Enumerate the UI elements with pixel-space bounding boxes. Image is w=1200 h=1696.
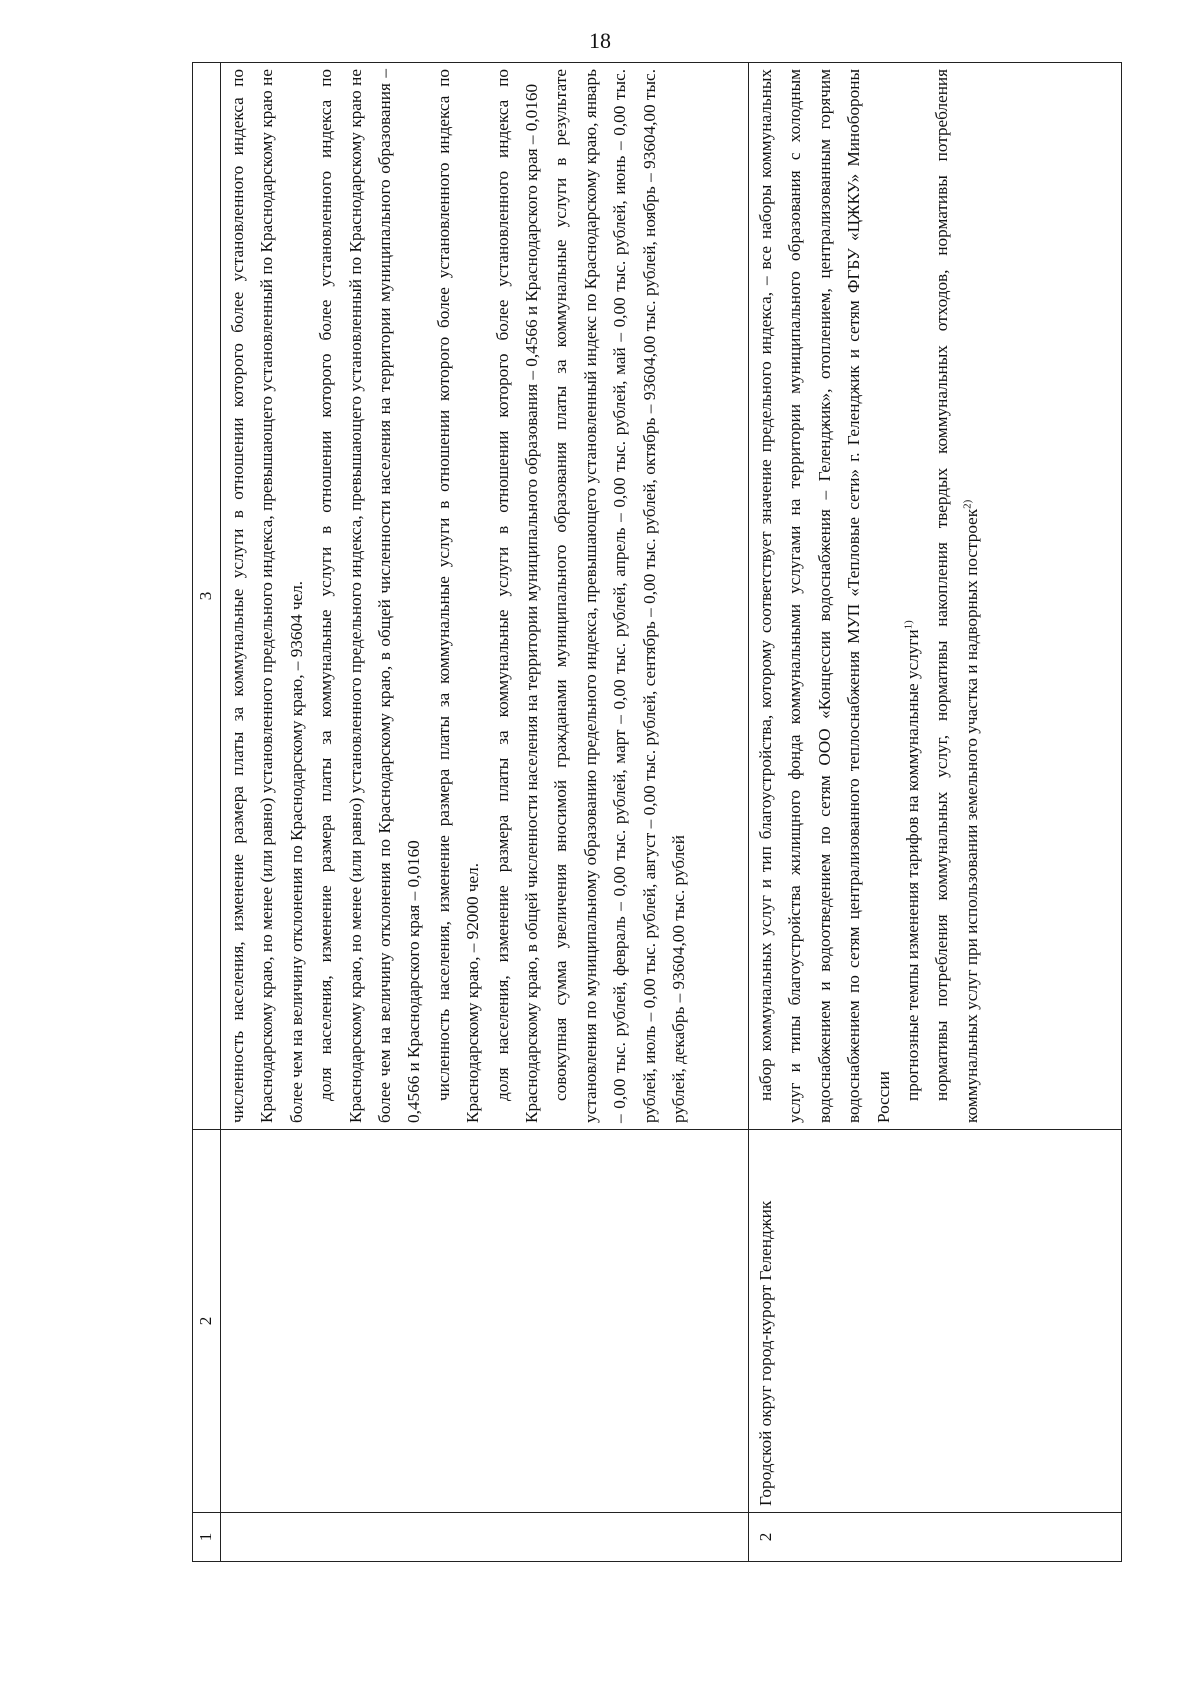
municipality-cell <box>221 1130 749 1513</box>
table-row <box>221 63 749 1562</box>
description-paragraph: численность населения, изменение размера платы за коммунальные услуги в отношении которого более установленного индекса по Краснодарскому краю, но менее (или равно) установленного предельного индекса, превышающего установленный по Краснодарскому краю не более чем на величину отклонения по Краснодарскому краю, – 93604 чел. <box>228 69 306 1123</box>
paragraph-text: нормативы потребления коммунальных услуг, нормативы накопления твердых коммунальных отходов, нормативы потребления коммунальных услуг при использовании земельного участка и надворных построек <box>932 69 981 1123</box>
page-number: 18 <box>589 28 611 53</box>
row-number-cell: 2 <box>749 1513 1122 1562</box>
description-cell <box>749 63 1122 1130</box>
description-paragraph: доля населения, изменение размера платы за коммунальные услуги в отношении которого более установленного индекса по Краснодарскому краю, но менее (или равно) установленного предельного индекса, превышающего установленный по Краснодарскому краю не более чем на величину отклонения по Краснодарскому краю, в общей численности населения на территории муниципального образования – 0,4566 и Краснодарского края – 0,0160 <box>316 69 424 1123</box>
column-header-1: 1 <box>193 1513 221 1562</box>
description-paragraph <box>751 69 898 1123</box>
column-header-2: 2 <box>193 1130 221 1513</box>
table-row <box>749 63 1122 1562</box>
paragraph-text: набор коммунальных услуг и тип благоустройства, которому соответствует значение предельного индекса, – все наборы коммунальных услуг и типы благоустройства жилищного фонда коммунальными услугами на территории муниципального образования с холодным водоснабжением и водоотведением по сетям ООО «Концессии водоснабжения – Геленджик», отоплением, централизованным горячим водоснабжением по сетям централизованного теплоснабжения МУП «Тепловые сети» г. Геленджик и сетям ФГБУ «ЦЖКУ» Минобороны России <box>756 69 893 1123</box>
description-paragraph: численность населения, изменение размера платы за коммунальные услуги в отношении которого более установленного индекса по Краснодарскому краю, – 92000 чел. <box>433 69 483 1123</box>
table-header-row <box>193 63 221 1562</box>
indicator-table <box>192 62 1122 1562</box>
footnote-marker: 1) <box>902 620 915 630</box>
rotated-table-container <box>192 62 1122 1562</box>
municipality-cell: Городской округ город-курорт Геленджик <box>749 1130 1122 1513</box>
column-header-3: 3 <box>193 63 221 1130</box>
footnote-marker: 2) <box>961 499 974 509</box>
description-paragraph: совокупная сумма увеличения вносимой гражданами муниципального образования платы за коммунальные услуги в результате установления по муниципальному образованию предельного индекса, превышающего установленный индекс по Краснодарскому краю, январь – 0,00 тыс. рублей, февраль – 0,00 тыс. рублей, март – 0,00 тыс. рублей, апрель – 0,00 тыс. рублей, май – 0,00 тыс. рублей, июнь – 0,00 тыс. рублей, июль – 0,00 тыс. рублей, август – 0,00 тыс. рублей, сентябрь – 0,00 тыс. рублей, октябрь – 93604,00 тыс. рублей, ноябрь – 93604,00 тыс. рублей, декабрь – 93604,00 тыс. рублей <box>551 69 689 1123</box>
description-paragraph: доля населения, изменение размера платы за коммунальные услуги в отношении которого более установленного индекса по Краснодарскому краю, в общей численности населения на территории муниципального образования – 0,4566 и Краснодарского края – 0,0160 <box>492 69 542 1123</box>
row-number-cell <box>221 1513 749 1562</box>
description-paragraph <box>898 69 927 1123</box>
description-cell <box>221 63 749 1130</box>
paragraph-text: прогнозные темпы изменения тарифов на коммунальные услуги <box>903 629 923 1101</box>
description-paragraph <box>927 69 986 1123</box>
